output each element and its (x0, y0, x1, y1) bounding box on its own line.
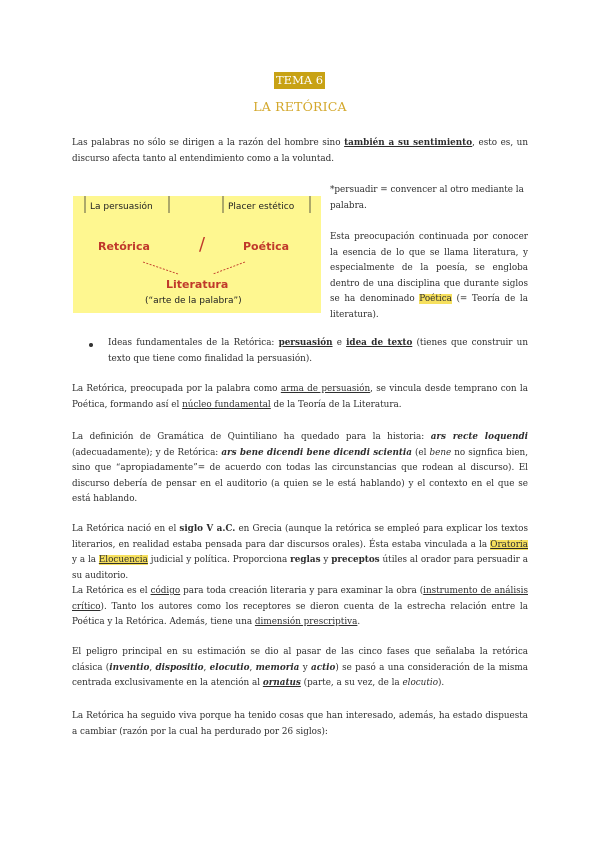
p2-ars-bene: ars bene dicendi bene dicendi scientia (221, 447, 412, 458)
label-placer-estetico: Placer estético (228, 202, 295, 212)
p5-text-2: ) se pasó a una consideración de la misma centrada exclusivamente en la atención al (72, 662, 528, 688)
p5-sep-2: , (203, 662, 210, 673)
p3-text-5: y (320, 555, 332, 565)
bullet-idea-texto: idea de texto (346, 338, 413, 348)
p2-bene: bene (429, 447, 452, 458)
p1-text-2: , se vincula desde temprano con la Poética, formando así el (72, 384, 528, 410)
bullet-icon (89, 343, 93, 347)
p5-text-1: El peligro principal en su estimación se dio al pasar de las cinco fases que señalaba la retórica clásica ( (72, 647, 528, 673)
retorica-connector (143, 262, 178, 274)
p5-elocutio-2: elocutio (402, 678, 438, 688)
p4-text-2: para toda creación literaria y para examinar la obra ( (180, 586, 424, 596)
p4-text-1: La Retórica es el (72, 586, 151, 596)
label-literatura: Literatura (166, 278, 229, 291)
p2-text-2: (adecuadamente); y de Retórica: (72, 447, 222, 458)
paragraph-peligro (72, 645, 528, 692)
p5-ornatus: ornatus (262, 678, 301, 688)
p4-text-3: ). Tanto los autores como los receptores se dieron cuenta de la estrecha relación entre la Poética y la Retórica. Además, tiene una (72, 601, 528, 627)
page-title: LA RETÓRICA (253, 99, 347, 114)
p1-arma: arma de persuasión (280, 384, 371, 394)
side-note-text-2: (= Teoría de la literatura). (330, 294, 528, 320)
p5-text-4: ). (438, 678, 445, 688)
label-persuasion: La persuasión (90, 202, 153, 212)
bullet-persuasion: persuasión (278, 338, 333, 348)
side-note-poetica-highlight: Poética (419, 294, 452, 305)
p5-dispositio: dispositio (155, 662, 204, 673)
bullet-item (108, 336, 528, 367)
p5-memoria: memoria (255, 662, 300, 673)
diagram-slash: / (199, 234, 206, 255)
paragraph-codigo (72, 584, 528, 631)
p3-text-2: en Grecia (aunque la retórica se empleó para explicar los textos literarios, en realidad estaba pensada para dar discursos orales). Ésta estaba vinculada a la (72, 524, 528, 550)
p4-instrumento: instrumento de análisis crítico (72, 586, 528, 612)
p3-elocuencia: Elocuencia (98, 555, 148, 565)
rhetoric-diagram (73, 196, 321, 313)
topic-number: TEMA 6 (276, 73, 324, 87)
p3-reglas: reglas (290, 555, 321, 565)
p3-preceptos: preceptos (331, 555, 380, 565)
label-arte-palabra: (“arte de la palabra”) (145, 296, 242, 306)
p1-text-3: de la Teoría de la Literatura. (270, 399, 402, 410)
paragraph-persuasion (72, 382, 528, 413)
p5-actio: actio (311, 662, 336, 673)
p4-text-4: . (357, 617, 361, 627)
paragraph-quintiliano (72, 430, 528, 508)
bullet-text-2: e (332, 338, 347, 348)
p2-text-1: La definición de Gramática de Quintiliano ha quedado para la historia: (72, 432, 431, 442)
p1-text-1: La Retórica, preocupada por la palabra como (72, 384, 281, 394)
bullet-text-1: Ideas fundamentales de la Retórica: (108, 338, 279, 348)
p3-text-6: útiles al orador para persuadir a su auditorio. (72, 555, 529, 581)
p5-sep-4: y (299, 662, 312, 673)
p2-text-3: (el (411, 447, 430, 458)
p1-nucleo: núcleo fundamental (182, 399, 271, 410)
label-poetica: Poética (243, 240, 290, 253)
p3-text-1: La Retórica nació en el (72, 524, 180, 534)
side-note-text-1: Esta preocupación continuada por conocer la esencia de lo que se llama literatura, y especialmente de la poesía, se engloba dentro de una disciplina que durante siglos se ha denominado (330, 232, 528, 305)
p5-sep-1: , (149, 662, 156, 673)
p4-codigo: código (150, 586, 181, 596)
intro-text-2: , esto es, un discurso afecta tanto al entendimiento como a la voluntad. (72, 138, 529, 164)
paragraph-vigencia: La Retórica ha seguido viva porque ha tenido cosas que han interesado, además, ha estado dispuesta a cambiar (razón por la cual ha perdurado por 26 siglos): (72, 711, 528, 737)
p3-siglo: siglo V a.C. (179, 524, 236, 534)
p2-text-4: no signfica bien, sino que “apropiadamente”= de acuerdo con todas las circunstancias que rodean al discurso). El discurso debería de pensar en el auditorio (a quien se le está hablando) y el contexto en el que se está hablando. (72, 447, 529, 504)
p5-elocutio: elocutio (209, 662, 250, 673)
poetica-connector (213, 262, 245, 274)
label-retorica: Retórica (98, 240, 150, 253)
p5-sep-3: , (249, 662, 256, 673)
p4-dimension: dimensión prescriptiva (254, 617, 358, 627)
side-note-persuadir: *persuadir = convencer al otro mediante la palabra. (330, 185, 524, 211)
p5-inventio: inventio (109, 662, 150, 673)
side-note-poetica (330, 230, 528, 324)
bullet-text-3: (tienes que construir un texto que tiene como finalidad la persuasión). (108, 338, 528, 364)
p3-text-4: judicial y política. Proporciona (147, 555, 291, 565)
p2-ars-recte: ars recte loquendi (430, 432, 528, 442)
intro-text-1: Las palabras no sólo se dirigen a la razón del hombre sino (72, 138, 345, 148)
intro-paragraph (72, 136, 528, 167)
p3-text-3: y a la (72, 555, 99, 565)
p5-text-3: (parte, a su vez, de la (300, 678, 403, 688)
intro-emphasis: también a su sentimiento (344, 138, 473, 148)
paragraph-origen (72, 522, 528, 584)
p3-oratoria: Oratoria (490, 539, 528, 550)
